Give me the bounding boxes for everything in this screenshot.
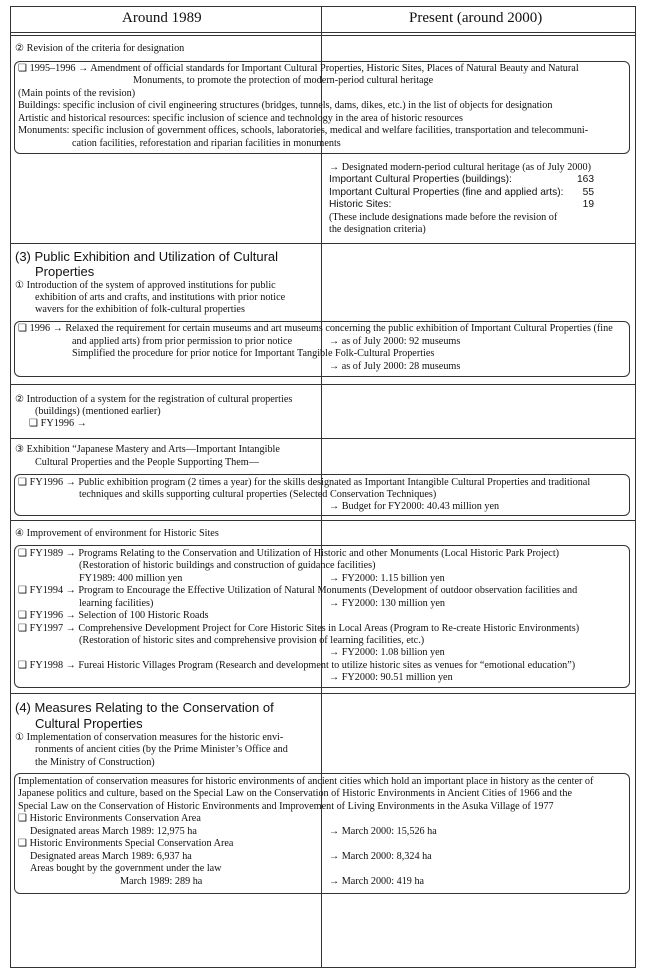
s3-box-line: FY1989: 400 million yen bbox=[79, 573, 183, 584]
revision-line: Monuments, to promote the protection of modern-period cultural heritage bbox=[133, 75, 434, 86]
s4-box-line: Areas bought by the government under the law bbox=[30, 863, 222, 874]
s4-item-1: ① Implementation of conservation measures for the historic envi- bbox=[15, 732, 284, 743]
present-heritage-row: Historic Sites: bbox=[329, 199, 392, 210]
section-4-title: (4) Measures Relating to the Conservation of bbox=[15, 700, 274, 715]
s3-box-line: ❑ 1996 → Relaxed the requirement for certain museums and art museums concerning the public exhibition of Important Cultural Properties (fine bbox=[18, 323, 613, 334]
s3-item-3: ③ Exhibition “Japanese Mastery and Arts—Important Intangible bbox=[15, 444, 280, 455]
s3-box-line: (Restoration of historic buildings and construction of guidance facilities) bbox=[79, 560, 376, 571]
s3-box-line: → FY2000: 1.08 billion yen bbox=[329, 647, 445, 658]
s3-box-line: ❑ FY1997 → Comprehensive Development Project for Core Historic Sites in Local Areas (Program to Re-create Historic Environments) bbox=[18, 623, 580, 634]
s3-box-line: ❑ FY1998 → Fureai Historic Villages Program (Research and development to utilize historic sites as venues for “emotional education”) bbox=[18, 660, 576, 671]
header-rule-double bbox=[10, 35, 636, 36]
s4-box-line: → March 2000: 419 ha bbox=[329, 876, 425, 887]
revision-line: Monuments: specific inclusion of government offices, schools, laboratories, medical and welfare facilities, transportation and telecommuni- bbox=[18, 125, 589, 136]
s4-box-line: Special Law on the Conservation of Historic Environments and Improvement of Living Environments in the Asuka Village of 1977 bbox=[18, 801, 554, 812]
s4-item-1: the Ministry of Construction) bbox=[35, 757, 155, 768]
s3-box-line: ❑ FY1996 → Selection of 100 Historic Roads bbox=[18, 610, 209, 621]
s4-box-line: → March 2000: 8,324 ha bbox=[329, 851, 432, 862]
s3-box-line: learning facilities) bbox=[79, 598, 154, 609]
revision-line: cation facilities, reforestation and riparian facilities in monuments bbox=[72, 138, 341, 149]
s3-box-line: techniques and skills supporting cultural properties (Selected Conservation Techniques) bbox=[79, 489, 437, 500]
present-heritage-title: → Designated modern-period cultural heritage (as of July 2000) bbox=[329, 162, 591, 173]
s4-box-line: Japanese politics and culture, based on the Special Law on the Conservation of Historic Environments in Ancient Cities of 1966 and the bbox=[18, 788, 572, 799]
section-divider bbox=[10, 520, 636, 521]
s3-box-line: → FY2000: 90.51 million yen bbox=[329, 672, 453, 683]
section-divider bbox=[10, 693, 636, 694]
s3-box-line: ❑ FY1994 → Program to Encourage the Effective Utilization of Natural Monuments (Development of outdoor observation facilities and bbox=[18, 585, 578, 596]
s3-box-line: (Restoration of historic sites and comprehensive provision of learning facilities, etc.) bbox=[79, 635, 425, 646]
present-heritage-row: Important Cultural Properties (buildings): bbox=[329, 174, 512, 185]
s3-item-1: exhibition of arts and crafts, and institutions with prior notice bbox=[35, 292, 286, 303]
present-heritage-value: 163 bbox=[577, 174, 594, 185]
s4-box-line: March 1989: 289 ha bbox=[120, 876, 203, 887]
s3-item-1: wavers for the exhibition of folk-cultural properties bbox=[35, 304, 245, 315]
revision-title: ② Revision of the criteria for designation bbox=[15, 43, 185, 54]
s4-box-line: Implementation of conservation measures for historic environments of ancient cities which hold an important place in history as the center of bbox=[18, 776, 594, 787]
section-3-title: (3) Public Exhibition and Utilization of Cultural bbox=[15, 249, 279, 264]
s3-item-2: ② Introduction of a system for the registration of cultural properties bbox=[15, 394, 293, 405]
s3-box-line: → as of July 2000: 92 museums bbox=[329, 336, 461, 347]
s3-box-line: ❑ FY1989 → Programs Relating to the Conservation and Utilization of Historic and other Monuments (Local Historic Park Project) bbox=[18, 548, 560, 559]
revision-line: (Main points of the revision) bbox=[18, 88, 136, 99]
section-divider bbox=[10, 438, 636, 439]
s3-box-line: → FY2000: 1.15 billion yen bbox=[329, 573, 445, 584]
s4-box-line: Designated areas March 1989: 12,975 ha bbox=[30, 826, 197, 837]
s3-box-line: → Budget for FY2000: 40.43 million yen bbox=[329, 501, 500, 512]
s3-box-line: Simplified the procedure for prior notice for Important Tangible Folk-Cultural Properties bbox=[72, 348, 435, 359]
section-divider bbox=[10, 243, 636, 244]
present-heritage-row: Important Cultural Properties (fine and applied arts): bbox=[329, 187, 564, 198]
s3-item-1: ① Introduction of the system of approved institutions for public bbox=[15, 280, 276, 291]
header-right: Present (around 2000) bbox=[409, 10, 543, 26]
present-heritage-value: 19 bbox=[582, 199, 594, 210]
revision-line: Buildings: specific inclusion of civil engineering structures (bridges, tunnels, dams, dikes, etc.) in the list of objects for designation bbox=[18, 100, 553, 111]
s4-box-line: ❑ Historic Environments Special Conservation Area bbox=[18, 838, 234, 849]
s4-box-line: ❑ Historic Environments Conservation Area bbox=[18, 813, 201, 824]
s4-item-1: ronments of ancient cities (by the Prime Minister’s Office and bbox=[35, 744, 288, 755]
present-heritage-note: (These include designations made before the revision of bbox=[329, 212, 558, 223]
s3-item-2: (buildings) (mentioned earlier) bbox=[35, 406, 161, 417]
s3-item-2: ❑ FY1996 → bbox=[29, 418, 87, 429]
s4-box-line: Designated areas March 1989: 6,937 ha bbox=[30, 851, 192, 862]
s3-box-line: ❑ FY1996 → Public exhibition program (2 times a year) for the skills designated as Important Intangible Cultural Properties and traditional bbox=[18, 477, 591, 488]
section-4-title-cont: Cultural Properties bbox=[35, 716, 143, 731]
revision-line: ❑ 1995–1996 → Amendment of official standards for Important Cultural Properties, Historic Sites, Places of Natural Beauty and Natural bbox=[18, 63, 579, 74]
section-divider bbox=[10, 384, 636, 385]
revision-line: Artistic and historical resources: specific inclusion of science and technology in the area of historic resources bbox=[18, 113, 463, 124]
present-heritage-value: 55 bbox=[582, 187, 594, 198]
header-left: Around 1989 bbox=[122, 10, 202, 26]
header-rule bbox=[10, 32, 636, 33]
s4-box-line: → March 2000: 15,526 ha bbox=[329, 826, 437, 837]
s3-item-3: Cultural Properties and the People Supporting Them— bbox=[35, 457, 259, 468]
s3-box-line: → as of July 2000: 28 museums bbox=[329, 361, 461, 372]
s3-box-line: → FY2000: 130 million yen bbox=[329, 598, 446, 609]
s3-box-line: and applied arts) from prior permission to prior notice bbox=[72, 336, 293, 347]
section-3-title-cont: Properties bbox=[35, 264, 95, 279]
s3-item-4: ④ Improvement of environment for Historic Sites bbox=[15, 528, 219, 539]
present-heritage-note: the designation criteria) bbox=[329, 224, 426, 235]
